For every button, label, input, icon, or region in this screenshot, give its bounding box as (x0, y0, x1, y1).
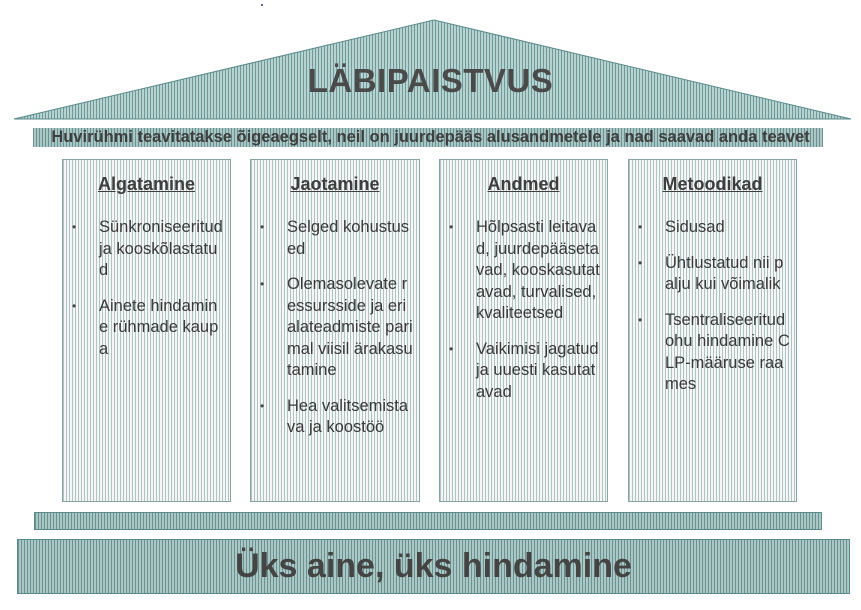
pillar-list (440, 217, 607, 403)
pillar-metoodikad (628, 159, 797, 502)
bullet-icon: • (638, 255, 643, 270)
foundation-title: Üks aine, üks hindamine (235, 547, 632, 585)
roof-subtitle: Huvirühmi teavitatakse õigeaegselt, neil on juurdepääs alusandmetele ja nad saavad anda teavet (51, 128, 810, 146)
list-item: • Tsentraliseeritud ohu hindamine CLP-määruse raames (638, 310, 790, 393)
pillar-heading: Algatamine (97, 174, 196, 194)
foundation-step (34, 512, 822, 530)
list-item: • Ainete hindamine rühmade kaupa (72, 296, 219, 358)
pillar-heading: Jaotamine (290, 174, 380, 194)
list-item: • Olemasolevate ressursside ja erialateadmiste parimal viisil ärakasutamine (260, 275, 413, 379)
bullet-icon: • (449, 341, 454, 356)
pillar-list (251, 217, 419, 439)
list-item: • Hea valitsemistava ja koostöö (260, 396, 409, 436)
pillar-jaotamine (250, 159, 420, 502)
bullet-icon: • (260, 277, 265, 291)
bullet-icon: • (72, 220, 77, 234)
list-item: • Hõlpsasti leitavad, juurdepääsetavad, kooskasutatavad, turvalised, kvaliteetsed (449, 218, 600, 322)
foundation-base (17, 539, 850, 594)
list-item: • Selged kohustused (260, 218, 410, 258)
list-item: • Vaikimisi jagatud ja uuesti kasutatavad (449, 339, 599, 401)
bullet-icon: • (72, 298, 77, 313)
pillar-heading: Metoodikad (662, 174, 763, 194)
bullet-icon: • (260, 398, 265, 413)
bullet-icon: • (260, 220, 265, 234)
roof-title: LÄBIPAISTVUS (307, 62, 554, 99)
bullet-icon: • (638, 312, 643, 327)
bullet-icon: • (449, 220, 454, 234)
list-item: • Ühtlustatud nii palju kui võimalik (638, 253, 784, 293)
pillar-andmed (439, 159, 608, 502)
pillar-heading: Andmed (487, 174, 560, 194)
pillar-list (63, 217, 230, 360)
list-item: • Sünkroniseeritud ja kooskõlastatud (72, 218, 223, 279)
pillar-list (629, 217, 796, 396)
list-item: • Sidusad (629, 217, 796, 239)
pillar-algatamine (62, 159, 231, 502)
bullet-icon: • (638, 220, 643, 234)
